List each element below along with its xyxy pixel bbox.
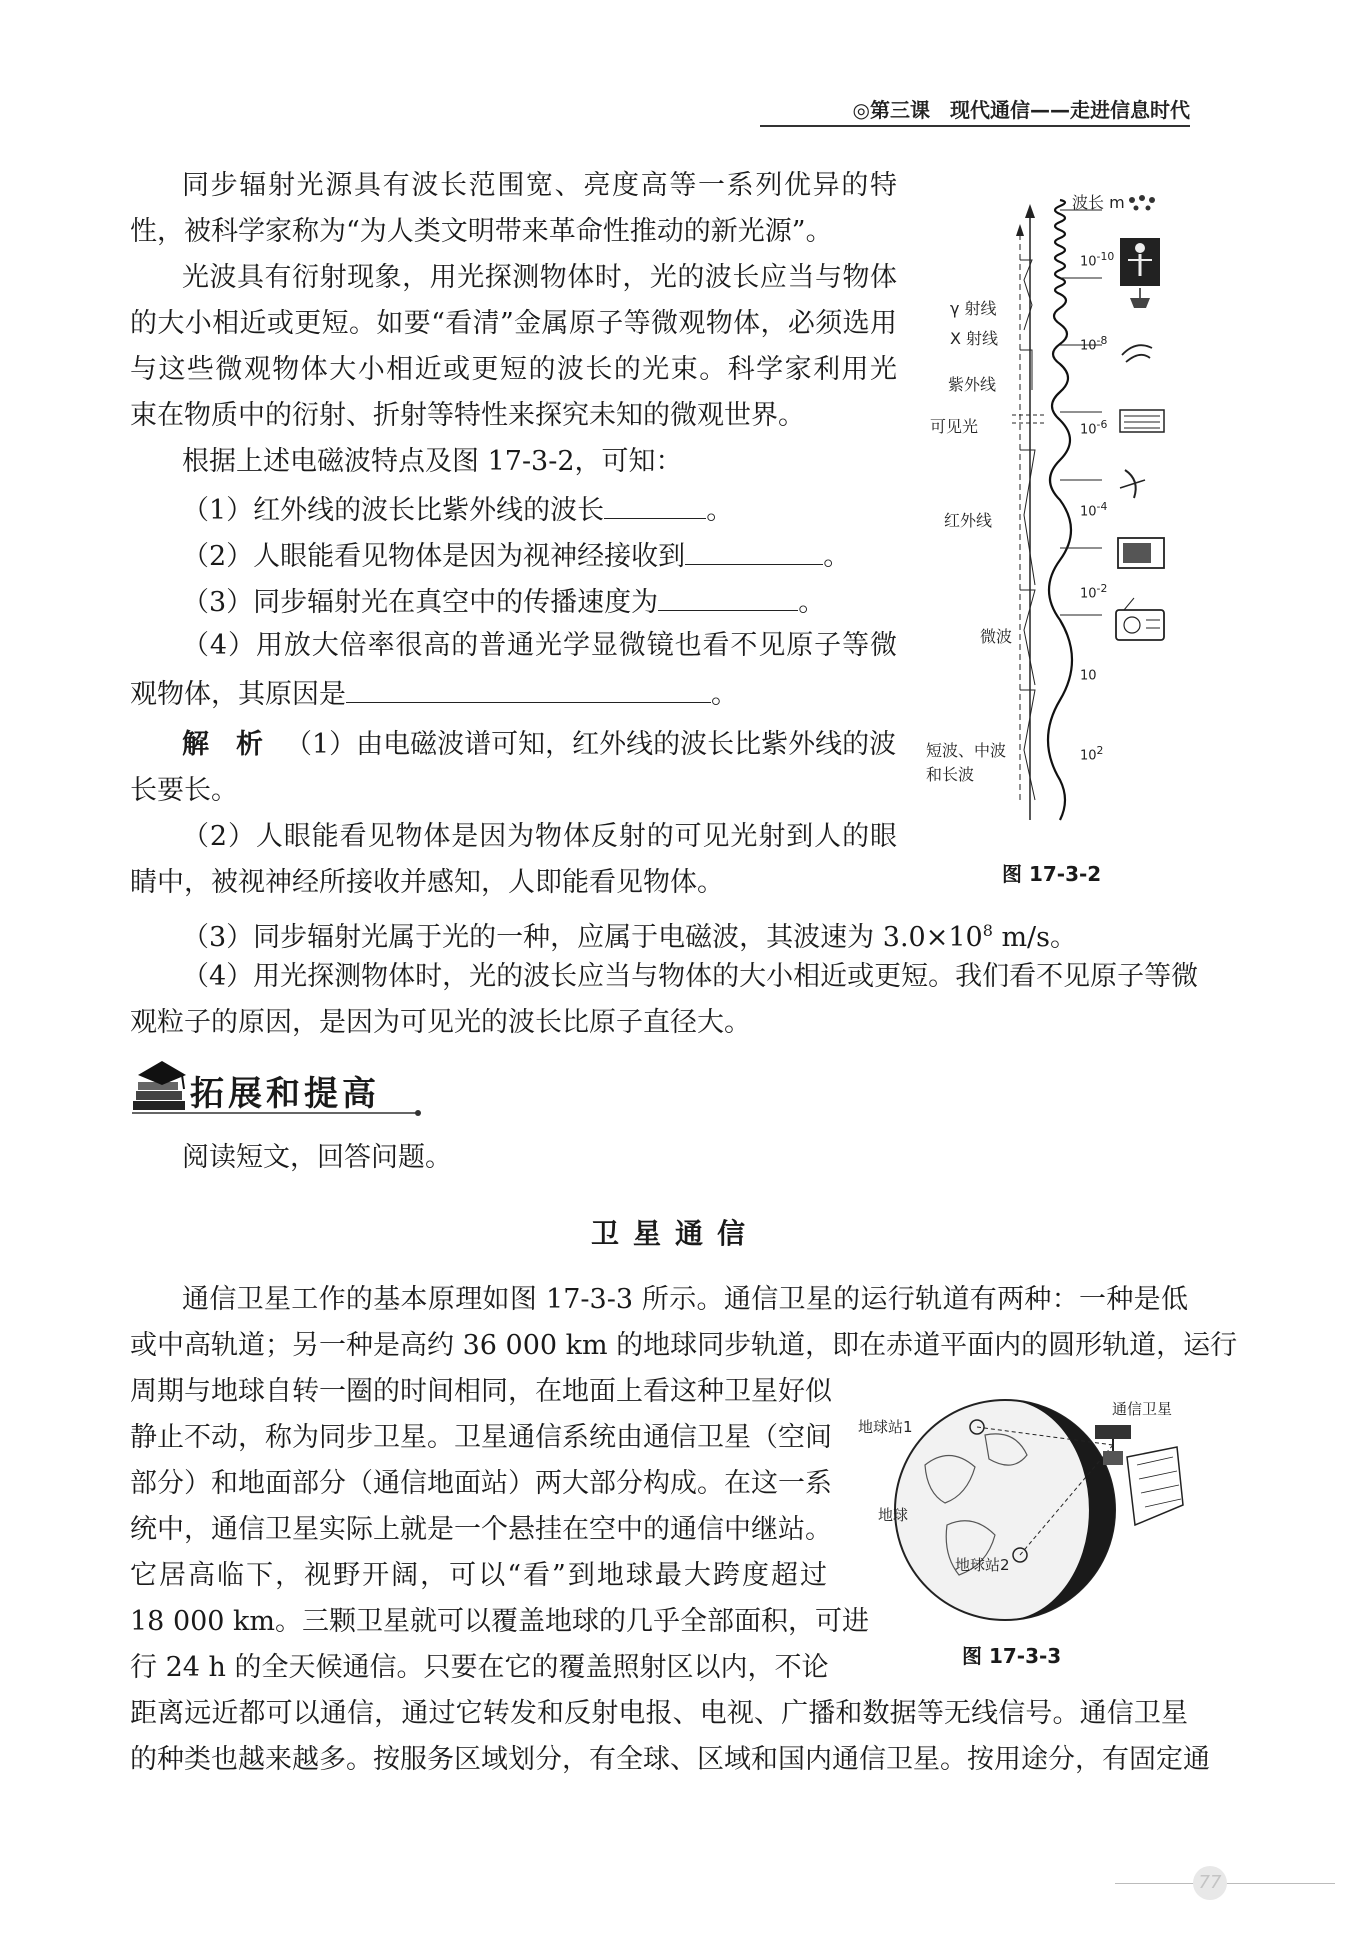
period: 。 [823, 541, 851, 572]
question-text: （2）人眼能看见物体是因为视神经接收到 [182, 541, 686, 572]
paragraph-line: （2）人眼能看见物体是因为物体反射的可见光射到人的眼 [182, 821, 897, 852]
answer-blank[interactable] [346, 672, 711, 703]
paragraph-line: 它居高临下，视野开阔，可以“看”到地球最大跨度超过 [130, 1560, 827, 1591]
exponent-label [1080, 500, 1107, 519]
paragraph-line: 的种类也越来越多。按服务区域划分，有全球、区域和国内通信卫星。按用途分，有固定通 [130, 1744, 1210, 1775]
analysis-heading: 解 析 [182, 729, 263, 760]
label-earth: 地球 [878, 1506, 909, 1524]
exponent-label [1080, 582, 1107, 601]
exp-base: 10 [1080, 422, 1097, 438]
exp-power: -4 [1096, 500, 1108, 513]
exp-base: 10 [1080, 668, 1097, 684]
exp-base: 10 [1080, 254, 1097, 270]
paragraph-line: （4）用光探测物体时，光的波长应当与物体的大小相近或更短。我们看不见原子等微 [182, 961, 1199, 992]
paragraph-line: 睛中，被视神经所接收并感知，人即能看见物体。 [130, 867, 724, 898]
exponent-label [1080, 664, 1097, 683]
band-label-infrared: 红外线 [944, 511, 993, 530]
band-label-visible: 可见光 [930, 417, 979, 436]
exponent-label [1080, 334, 1107, 353]
period: 。 [706, 495, 734, 526]
paragraph-line: 光波具有衍射现象，用光探测物体时，光的波长应当与物体 [182, 262, 897, 293]
paragraph-line: 18 000 km。三颗卫星就可以覆盖地球的几乎全部面积，可进 [130, 1606, 870, 1637]
label-ground-station-2: 地球站2 [955, 1556, 1010, 1574]
exp-base: 10 [1080, 504, 1097, 520]
wave-curve [1048, 200, 1072, 820]
exponent: 8 [982, 921, 993, 940]
exponent-label [1080, 250, 1114, 269]
books-icon [133, 1061, 186, 1110]
question-text: （1）红外线的波长比紫外线的波长 [182, 495, 605, 526]
arrow-icon [1016, 224, 1024, 236]
band-label-microwave: 微波 [980, 627, 1013, 646]
exp-power: -8 [1096, 334, 1108, 347]
paragraph-line: 通信卫星工作的基本原理如图 17-3-3 所示。通信卫星的运行轨道有两种：一种是低 [182, 1284, 1188, 1315]
question-4-line2 [130, 672, 738, 715]
answer-blank[interactable] [658, 580, 798, 611]
paragraph-line: 与这些微观物体大小相近或更短的波长的光束。科学家利用光 [130, 354, 897, 385]
radio-icon [1116, 598, 1164, 640]
paragraph-line: 行 24 h 的全天候通信。只要在它的覆盖照射区以内，不论 [130, 1652, 829, 1683]
exp-power: 2 [1096, 744, 1104, 757]
exponent-label [1080, 418, 1107, 437]
crystal-icon [1129, 195, 1155, 211]
question-text: 观物体，其原因是 [130, 679, 346, 710]
paragraph-line: 距离远近都可以通信，通过它转发和反射电报、电视、广播和数据等无线信号。通信卫星 [130, 1698, 1188, 1729]
paragraph-line: 性，被科学家称为“为人类文明带来革命性推动的新光源”。 [130, 216, 833, 247]
answer-blank[interactable] [604, 488, 706, 519]
header-rule [760, 125, 1190, 127]
period: 。 [711, 679, 738, 710]
reading-intro: 阅读短文，回答问题。 [182, 1142, 452, 1173]
question-1 [182, 488, 733, 531]
section-title: 拓展和提高 [190, 1074, 380, 1114]
period: 。 [798, 587, 826, 618]
band-label-radio-2: 和长波 [926, 765, 975, 784]
question-3 [182, 580, 825, 623]
exp-base: 10 [1080, 586, 1097, 602]
xray-icon [1120, 238, 1160, 286]
paragraph-line: 周期与地球自转一圈的时间相同，在地面上看这种卫星好似 [130, 1376, 832, 1407]
paragraph-line: 观粒子的原因，是因为可见光的波长比原子直径大。 [130, 1007, 751, 1038]
paragraph-line: 部分）和地面部分（通信地面站）两大部分构成。在这一系 [130, 1468, 832, 1499]
microwave-oven-icon [1118, 538, 1164, 568]
label-satellite: 通信卫星 [1112, 1400, 1173, 1418]
running-header: ◎第三课 现代通信——走进信息时代 [852, 98, 1190, 122]
spectrum-figure [920, 180, 1180, 830]
paragraph-line: 静止不动，称为同步卫星。卫星通信系统由通信卫星（空间 [130, 1422, 832, 1453]
paragraph-line: 束在物质中的衍射、折射等特性来探究未知的微观世界。 [130, 400, 805, 431]
band-label-uv: 紫外线 [948, 375, 997, 394]
heater-icon [1120, 410, 1164, 432]
answer-line-1 [182, 725, 896, 765]
page-number: 77 [1193, 1866, 1227, 1900]
lamp-icon [1130, 288, 1150, 308]
arrow-icon [1025, 204, 1035, 218]
band-label-xray: X 射线 [950, 329, 999, 348]
label-ground-station-1: 地球站1 [858, 1418, 913, 1436]
exponent-label [1080, 744, 1103, 763]
paragraph-line: 统中，通信卫星实际上就是一个悬挂在空中的通信中继站。 [130, 1514, 832, 1545]
eye-icon [1122, 345, 1152, 362]
paragraph-line: 根据上述电磁波特点及图 17-3-2，可知： [182, 446, 683, 477]
figure-caption: 图 17-3-3 [962, 1644, 1062, 1668]
answer-text: （1）由电磁波谱可知，红外线的波长比紫外线的波 [285, 729, 897, 760]
exp-base: 10 [1080, 748, 1097, 764]
paragraph-line: 同步辐射光源具有波长范围宽、亮度高等一系列优异的特 [182, 170, 897, 201]
exp-power: -2 [1096, 582, 1108, 595]
radar-dish-icon [1120, 470, 1145, 498]
paragraph-line: 的大小相近或更短。如要“看清”金属原子等微观物体，必须选用 [130, 308, 897, 339]
exp-power: -6 [1096, 418, 1108, 431]
paragraph-line: （4）用放大倍率很高的普通光学显微镜也看不见原子等微 [182, 630, 897, 661]
paragraph-line: 或中高轨道；另一种是高约 36 000 km 的地球同步轨道，即在赤道平面内的圆形轨道，运行 [130, 1330, 1238, 1361]
axis-label: 波长 m [1072, 193, 1125, 212]
solar-panel-icon [1127, 1447, 1183, 1525]
earth-globe-icon [895, 1400, 1115, 1620]
paragraph-line: 长要长。 [130, 775, 238, 806]
answer-blank[interactable] [685, 534, 823, 565]
exp-base: 10 [1080, 338, 1097, 354]
answer-text: m/s。 [992, 922, 1078, 953]
question-2 [182, 534, 850, 577]
band-label-radio: 短波、中波 [926, 741, 1007, 760]
answer-line-3 [182, 911, 1077, 958]
article-title: 卫星通信 [590, 1217, 759, 1250]
exp-power: -10 [1096, 250, 1115, 263]
figure-caption: 图 17-3-2 [1002, 862, 1102, 886]
band-label-gamma: γ 射线 [950, 299, 997, 318]
answer-text: （3）同步辐射光属于光的一种，应属于电磁波，其波速为 3.0×10 [182, 922, 983, 953]
question-text: （3）同步辐射光在真空中的传播速度为 [182, 587, 659, 618]
